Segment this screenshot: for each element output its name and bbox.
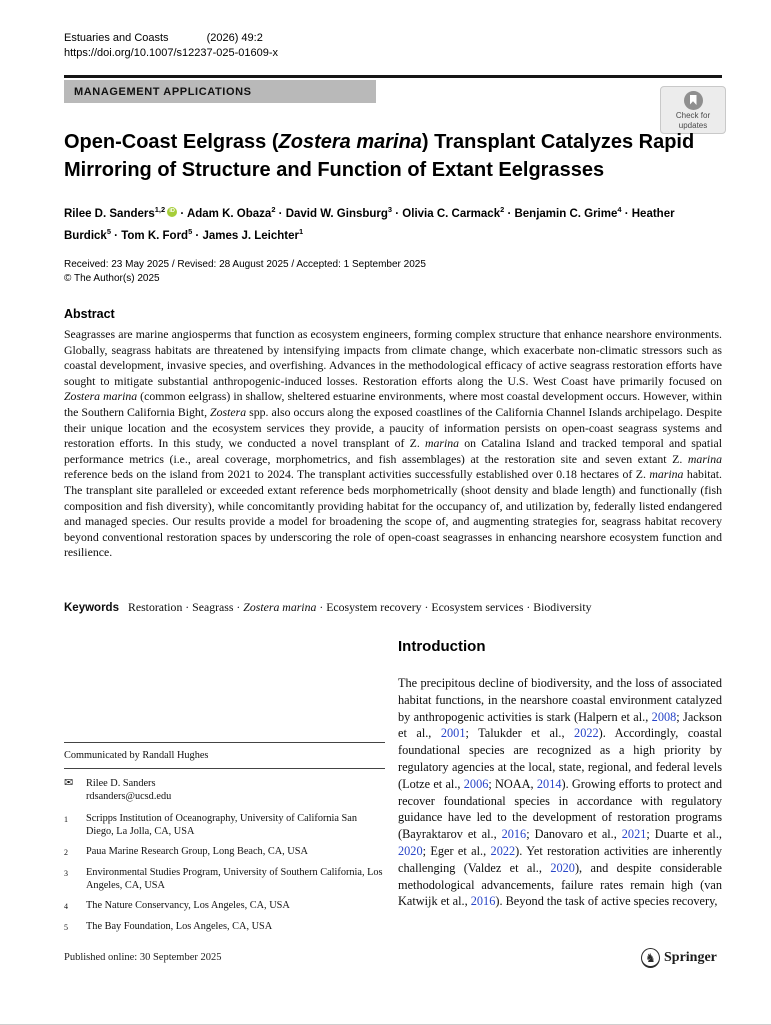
- dates-block: [64, 258, 722, 286]
- affiliation-item: [64, 899, 385, 913]
- affiliation-item: [64, 920, 385, 934]
- citation-link[interactable]: 2020: [398, 843, 423, 858]
- affiliation-number: 5: [64, 923, 68, 932]
- keywords-label: Keywords: [64, 602, 119, 614]
- affiliation-text: The Bay Foundation, Los Angeles, CA, USA: [86, 921, 273, 932]
- keywords-text: Restoration · Seagrass · Zostera marina · Ecosystem recovery · Ecosystem services · Biodiversity: [127, 600, 592, 614]
- footnotes-column: [64, 742, 385, 941]
- citation-link[interactable]: 2016: [470, 894, 496, 909]
- keywords-line: [64, 600, 722, 615]
- springer-horse-icon: ♞: [641, 948, 660, 968]
- affiliations-list: [64, 812, 385, 934]
- springer-logo: [641, 948, 717, 968]
- introduction-heading: Introduction: [398, 638, 486, 655]
- introduction-column: [398, 638, 722, 910]
- orcid-icon: iD: [167, 207, 177, 217]
- abstract-heading: Abstract: [64, 307, 115, 321]
- affiliation-number: 3: [64, 869, 68, 878]
- footnote-rule-bottom: [64, 768, 385, 769]
- springer-wordmark: Springer: [664, 950, 717, 965]
- check-updates-button[interactable]: [660, 86, 726, 134]
- affiliation-number: 2: [64, 848, 68, 857]
- citation-link[interactable]: 2022: [574, 726, 599, 741]
- affiliation-item: [64, 812, 385, 838]
- citation-link[interactable]: 2008: [651, 709, 677, 724]
- affiliation-text: Paua Marine Research Group, Long Beach, CA, USA: [86, 846, 308, 857]
- envelope-icon: ✉: [64, 777, 74, 789]
- abstract-text: Seagrasses are marine angiosperms that function as ecosystem engineers, forming complex structure that enhance nearshore environments. Globally, seagrass habitats are threatened by intensifying impacts from climate change, which exacerbate non-climatic stressors such as coastal development, invasive species, and overfishing. Advances in the methodological efficacy of active seagrass restoration efforts have sought to mitigate substantial anthropogenic-induced losses. Restoration efforts along the U.S. West Coast have primarily focused on Zostera marina (common eelgrass) in shallow, sheltered estuarine environments, where most coastal development occurs. However, within the Southern California Bight, Zostera spp. also occurs along the exposed coastlines of the California Channel Islands archipelago. Despite their unique location and the ecosystem services they provide, a paucity of information persists on open-coast seagrass systems and restoration efforts. In this study, we conducted a novel transplant of Z. marina on Catalina Island and tracked temporal and spatial performance metrics (i.e., areal coverage, morphometrics, and fish assemblages) at the restoration site and seven extant Z. marina reference beds on the island from 2021 to 2024. The transplant activities successfully established over 0.18 hectares of Z. marina habitat. The transplant site paralleled or exceeded extant reference beds morphometrically (shoot density and blade length) and functionally (fish composition and fish diversity), while concomitantly providing habitat for the occupancy of, and utilization by, federally listed endangered and managed species. Our results provide a model for broadening the scope of, and augmenting strategies for, seagrass habitat recovery beyond conventional restoration spaces by underscoring the role of open-coast seagrasses in enhancing nearshore ecosystem function and resilience.: [64, 327, 722, 560]
- citation-link[interactable]: 2001: [440, 726, 466, 741]
- check-updates-label-1: Check for: [675, 110, 711, 120]
- corresponding-author-block: [64, 777, 385, 803]
- citation-link[interactable]: 2021: [621, 827, 647, 842]
- citation-link[interactable]: 2016: [501, 827, 527, 842]
- citation-link[interactable]: 2006: [463, 776, 489, 791]
- header-rule: [64, 75, 722, 78]
- authors-line: Rilee D. Sanders$^{1,2}$ iD · Adam K. Obaza$^2$ · David W. Ginsburg$^3$ · Olivia C. Carmack$^2$ · Benjamin C. Grime$^4$ · Heather Burdick$^5$ · Tom K. Ford$^5$ · James J. Leichter$^1$: [64, 205, 675, 243]
- published-online: Published online: 30 September 2025: [64, 952, 222, 963]
- affiliation-number: 1: [64, 815, 68, 824]
- received-line: Received: 23 May 2025 / Revised: 28 August 2025 / Accepted: 1 September 2025: [64, 259, 426, 270]
- introduction-paragraph: The precipitous decline of biodiversity, and the loss of associated habitat functions, in the nearshore coastal environment catalyzed by anthropogenic activities is stark (Halpern et al., 2008; Jackson et al., 2001; Talukder et al., 2022). Accordingly, coastal foundational species are recognized as a high priority by regulatory agencies at the local, state, regional, and federal levels (Lotze et al., 2006; NOAA, 2014). Growing efforts to protect and recover foundational species in accordance with regulatory guidance have led to the development of restoration programs (Bayraktarov et al., 2016; Danovaro et al., 2021; Duarte et al., 2020; Eger et al., 2022). Yet restoration activities are inherently challenging (Valdez et al., 2020), and despite considerable methodological advancements, failure rates remain high (van Katwijk et al., 2016). Beyond the task of active species recovery,: [398, 676, 722, 909]
- journal-header: [64, 31, 722, 61]
- doi-link[interactable]: https://doi.org/10.1007/s12237-025-01609-x: [64, 47, 279, 59]
- citation-link[interactable]: 2020: [550, 860, 575, 875]
- journal-issue: (2026) 49:2: [206, 32, 263, 44]
- article-title: Open-Coast Eelgrass (Zostera marina) Transplant Catalyzes Rapid Mirroring of Structure and Function of Extant Eelgrasses: [64, 131, 695, 181]
- citation-link[interactable]: 2022: [490, 843, 516, 858]
- corresponding-name: Rilee D. Sanders: [86, 778, 156, 789]
- check-updates-label-2: updates: [678, 120, 708, 130]
- section-banner: MANAGEMENT APPLICATIONS: [64, 80, 376, 103]
- affiliation-text: Environmental Studies Program, University of Southern California, Los Angeles, CA, USA: [86, 867, 383, 891]
- citation-link[interactable]: 2014: [536, 776, 562, 791]
- affiliation-text: The Nature Conservancy, Los Angeles, CA, USA: [86, 900, 290, 911]
- journal-name: Estuaries and Coasts: [64, 32, 169, 44]
- copyright-line: © The Author(s) 2025: [64, 273, 160, 284]
- affiliation-item: [64, 866, 385, 892]
- affiliation-text: Scripps Institution of Oceanography, University of California San Diego, La Jolla, CA, USA: [86, 813, 358, 837]
- affiliation-item: [64, 845, 385, 859]
- communicated-note: Communicated by Randall Hughes: [64, 750, 209, 761]
- corresponding-email[interactable]: rdsanders@ucsd.edu: [86, 791, 172, 802]
- affiliation-number: 4: [64, 902, 68, 911]
- bookmark-icon: [684, 91, 703, 110]
